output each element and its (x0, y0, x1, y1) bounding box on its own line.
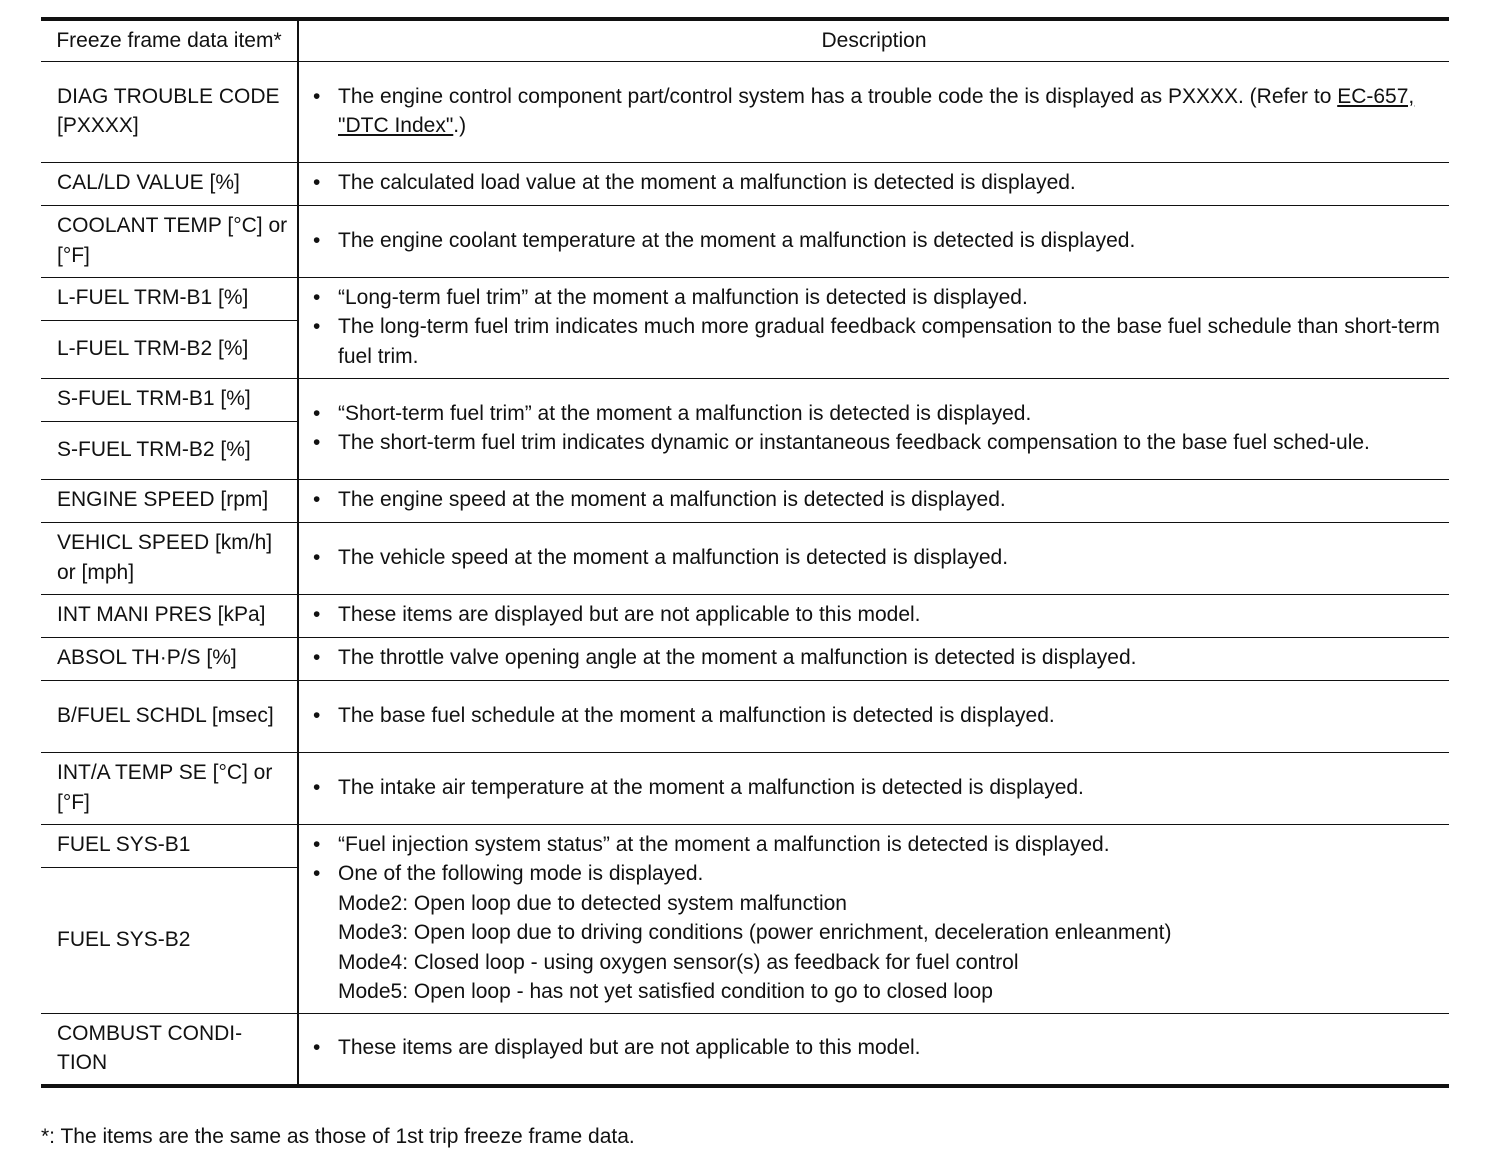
item-cell: COMBUST CONDI-TION (41, 1013, 298, 1086)
table-row (41, 277, 1449, 320)
footnote: *: The items are the same as those of 1st trip freeze frame data. (41, 1125, 635, 1148)
description-cell (298, 479, 1449, 522)
description-cell (298, 752, 1449, 824)
dtc-index-link[interactable]: EC-657, "DTC Index" (338, 84, 1415, 137)
mode-line: Mode5: Open loop - has not yet satisfied condition to go to closed loop (338, 980, 993, 1003)
table-row (41, 205, 1449, 277)
table-header-row (41, 19, 1449, 61)
table-row (41, 378, 1449, 421)
description-cell (298, 1013, 1449, 1086)
item-cell: ABSOL TH·P/S [%] (41, 637, 298, 680)
item-cell: L-FUEL TRM-B1 [%] (41, 277, 298, 320)
description-cell (298, 277, 1449, 378)
header-description: Description (298, 19, 1449, 61)
bullet-item: • One of the following mode is displayed. Mode2: Open loop due to detected system malfunction Mode3: Open loop due to driving conditions (power enrichment, deceleration enleanment) Mode4: Closed loop - using oxygen sensor(s) as feedback for fuel control Mode5: Open loop - has not yet satisfied condition to go to closed loop (313, 859, 1441, 1007)
mode-line: Mode2: Open loop due to detected system malfunction (338, 891, 847, 915)
description-cell (298, 637, 1449, 680)
item-cell: FUEL SYS-B2 (41, 867, 298, 1013)
description-cell (298, 205, 1449, 277)
item-cell: B/FUEL SCHDL [msec] (41, 680, 298, 752)
bullet-item: • “Short-term fuel trim” at the moment a malfunction is detected is displayed. (313, 399, 1441, 429)
bullet-item: • These items are displayed but are not applicable to this model. (313, 1033, 1441, 1063)
table-row (41, 680, 1449, 752)
bullet-item: • The engine control component part/control system has a trouble code the is displayed as PXXXX. (Refer to EC-657, "DTC Index".) (313, 82, 1441, 141)
item-cell: FUEL SYS-B1 (41, 824, 298, 867)
bullet-item: • The engine speed at the moment a malfunction is detected is displayed. (313, 485, 1441, 515)
description-cell (298, 824, 1449, 1013)
description-cell (298, 522, 1449, 594)
item-cell: S-FUEL TRM-B2 [%] (41, 421, 298, 479)
item-cell: CAL/LD VALUE [%] (41, 162, 298, 205)
item-cell: ENGINE SPEED [rpm] (41, 479, 298, 522)
bullet-item: • The long-term fuel trim indicates much more gradual feedback compensation to the base fuel schedule than short-term fuel trim. (313, 312, 1441, 371)
item-cell: VEHICL SPEED [km/h] or [mph] (41, 522, 298, 594)
table-row (41, 824, 1449, 867)
bullet-item: • “Fuel injection system status” at the moment a malfunction is detected is displayed. (313, 830, 1441, 860)
item-cell: INT/A TEMP SE [°C] or [°F] (41, 752, 298, 824)
table-row (41, 61, 1449, 162)
description-cell (298, 162, 1449, 205)
table-row (41, 522, 1449, 594)
bullet-item: • These items are displayed but are not applicable to this model. (313, 600, 1441, 630)
bullet-item: • The vehicle speed at the moment a malfunction is detected is displayed. (313, 543, 1441, 573)
description-cell (298, 680, 1449, 752)
bullet-item: • The calculated load value at the moment a malfunction is detected is displayed. (313, 168, 1441, 198)
freeze-frame-document (41, 17, 1449, 1088)
table-row (41, 479, 1449, 522)
header-item: Freeze frame data item* (41, 19, 298, 61)
table-row (41, 752, 1449, 824)
bullet-item: • The intake air temperature at the moment a malfunction is detected is displayed. (313, 773, 1441, 803)
bullet-item: • The throttle valve opening angle at the moment a malfunction is detected is displayed. (313, 643, 1441, 673)
description-cell (298, 594, 1449, 637)
table-row (41, 594, 1449, 637)
item-cell: S-FUEL TRM-B1 [%] (41, 378, 298, 421)
mode-line: Mode4: Closed loop - using oxygen sensor(s) as feedback for fuel control (338, 950, 1019, 974)
item-cell: L-FUEL TRM-B2 [%] (41, 320, 298, 378)
item-cell: DIAG TROUBLE CODE [PXXXX] (41, 61, 298, 162)
bullet-item: • “Long-term fuel trim” at the moment a malfunction is detected is displayed. (313, 283, 1441, 313)
table-row (41, 637, 1449, 680)
bullet-item: • The base fuel schedule at the moment a malfunction is detected is displayed. (313, 701, 1441, 731)
bullet-item: • The short-term fuel trim indicates dynamic or instantaneous feedback compensation to the base fuel sched-ule. (313, 428, 1441, 458)
table-row (41, 162, 1449, 205)
bullet-item: • The engine coolant temperature at the moment a malfunction is detected is displayed. (313, 226, 1441, 256)
table-row (41, 1013, 1449, 1086)
description-cell (298, 378, 1449, 479)
item-cell: COOLANT TEMP [°C] or [°F] (41, 205, 298, 277)
mode-line: Mode3: Open loop due to driving conditions (power enrichment, deceleration enleanment) (338, 921, 1172, 944)
freeze-frame-table (41, 17, 1449, 1088)
item-cell: INT MANI PRES [kPa] (41, 594, 298, 637)
description-cell (298, 61, 1449, 162)
